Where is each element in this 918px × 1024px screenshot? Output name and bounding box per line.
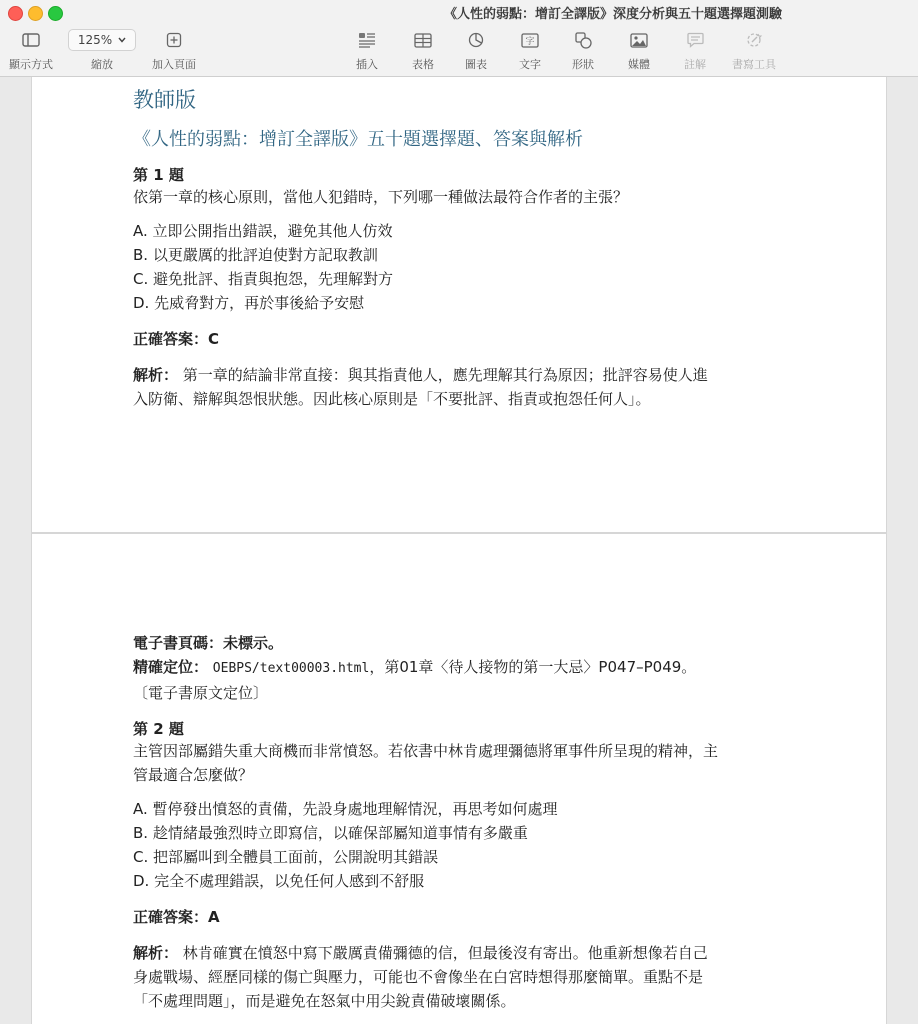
svg-text:字: 字 [525, 36, 535, 47]
insert-label: 插入 [356, 58, 378, 71]
minimize-window-button[interactable] [28, 6, 43, 21]
question-1-text: 依第一章的核心原則，當他人犯錯時，下列哪一種做法最符合作者的主張？ [133, 188, 629, 206]
pie-chart-icon [457, 30, 495, 50]
question-1-analysis-line-2: 入防衛、辯解與怨恨狀態。因此核心原則是「不要批評、指責或抱怨任何人」。 [133, 390, 651, 408]
question-1-option-b: B. 以更嚴厲的批評迫使對方記取教訓 [133, 246, 378, 264]
page-2-content [133, 631, 793, 1013]
question-2-analysis-line-2: 身處戰場、經歷同樣的傷亡與壓力，可能也不會像坐在白宮時想得那麼簡單。重點不是 [133, 968, 704, 986]
photo-icon [620, 30, 658, 50]
zoom-value: 125% [77, 33, 113, 47]
writing-tools-label: 書寫工具 [732, 58, 776, 71]
question-2-text-line-1: 主管因部屬錯失重大商機而非常憤怒。若依書中林肯處理彌德將軍事件所呈現的精神，主 [133, 742, 719, 760]
add-page-label: 加入頁面 [152, 58, 196, 71]
comment-button[interactable] [676, 30, 714, 72]
analysis-label: 解析： [133, 366, 179, 384]
maximize-window-button[interactable] [48, 6, 63, 21]
add-page-icon [146, 30, 202, 50]
question-1-analysis [133, 363, 793, 387]
question-2-option-a: A. 暫停發出憤怒的責備，先設身處地理解情況，再思考如何處理 [133, 800, 558, 818]
question-2-answer: 正確答案：A [133, 908, 220, 926]
question-1-option-a: A. 立即公開指出錯誤，避免其他人仿效 [133, 222, 393, 240]
text-button[interactable] [511, 30, 549, 72]
media-label: 媒體 [628, 58, 650, 71]
add-page-button[interactable] [146, 30, 202, 72]
view-button[interactable] [4, 30, 58, 72]
comment-icon [676, 30, 714, 50]
question-1-analysis-line-1: 第一章的結論非常直接：與其指責他人，應先理解其行為原因；批評容易使人進 [182, 366, 708, 384]
zoom-control[interactable] [68, 30, 136, 72]
question-2-analysis [133, 941, 793, 965]
analysis-label: 解析： [133, 944, 179, 962]
question-2-number: 第 2 題 [133, 720, 184, 738]
question-1-options [133, 219, 793, 315]
media-button[interactable] [620, 30, 658, 72]
question-2-option-d: D. 完全不處理錯誤，以免任何人感到不舒服 [133, 872, 425, 890]
ebook-page-number: 電子書頁碼：未標示。 [133, 634, 284, 652]
table-icon [404, 30, 442, 50]
document-canvas[interactable] [0, 77, 918, 1024]
precise-location [133, 655, 793, 681]
question-2-option-b: B. 趁情緒最強烈時立即寫信，以確保部屬知道事情有多嚴重 [133, 824, 528, 842]
insert-icon [348, 30, 386, 50]
shape-label: 形狀 [572, 58, 594, 71]
question-2-option-c: C. 把部屬叫到全體員工面前，公開說明其錯誤 [133, 848, 439, 866]
table-label: 表格 [412, 58, 434, 71]
text-box-icon [511, 30, 549, 50]
document-page-1[interactable] [32, 77, 886, 532]
shape-button[interactable] [564, 30, 602, 72]
close-window-button[interactable] [8, 6, 23, 21]
window-title: 《人性的弱點：增訂全譯版》深度分析與五十題選擇題測驗 [443, 7, 782, 22]
question-2-options [133, 797, 793, 893]
table-button[interactable] [404, 30, 442, 72]
view-label: 顯示方式 [9, 58, 53, 71]
question-2-analysis-line-1: 林肯確實在憤怒中寫下嚴厲責備彌德的信，但最後沒有寄出。他重新想像若自己 [182, 944, 708, 962]
comment-label: 註解 [684, 58, 706, 71]
shape-icon [564, 30, 602, 50]
question-1-option-c: C. 避免批評、指責與抱怨，先理解對方 [133, 270, 394, 288]
location-detail: ，第01章〈待人接物的第一大忌〉P047–P049。 [369, 658, 697, 676]
chart-label: 圖表 [465, 58, 487, 71]
location-file: OEBPS/text00003.html [212, 661, 370, 676]
document-page-2[interactable] [32, 534, 886, 1024]
chevron-down-icon [118, 37, 126, 43]
question-1-number: 第 1 題 [133, 166, 184, 184]
window-toolbar [0, 0, 918, 77]
writing-tools-button[interactable] [724, 30, 784, 72]
document-subtitle: 《人性的弱點：增訂全譯版》五十題選擇題、答案與解析 [133, 129, 583, 150]
zoom-select[interactable] [68, 29, 136, 51]
zoom-label: 縮放 [91, 58, 113, 71]
text-label: 文字 [519, 58, 541, 71]
location-note: 〔電子書原文定位〕 [133, 684, 269, 702]
chart-button[interactable] [457, 30, 495, 72]
insert-button[interactable] [348, 30, 386, 72]
page-1-content [133, 84, 793, 411]
sidebar-icon [4, 30, 58, 50]
question-2-analysis-line-3: 「不處理問題」，而是避免在怒氣中用尖銳責備破壞關係。 [133, 992, 516, 1010]
question-1-option-d: D. 先威脅對方，再於事後給予安慰 [133, 294, 365, 312]
writing-tools-icon [724, 30, 784, 50]
location-label: 精確定位： [133, 658, 209, 676]
teacher-edition-heading: 教師版 [133, 88, 196, 112]
question-2-text-line-2: 管最適合怎麼做？ [133, 766, 254, 784]
question-1-answer: 正確答案：C [133, 330, 220, 348]
